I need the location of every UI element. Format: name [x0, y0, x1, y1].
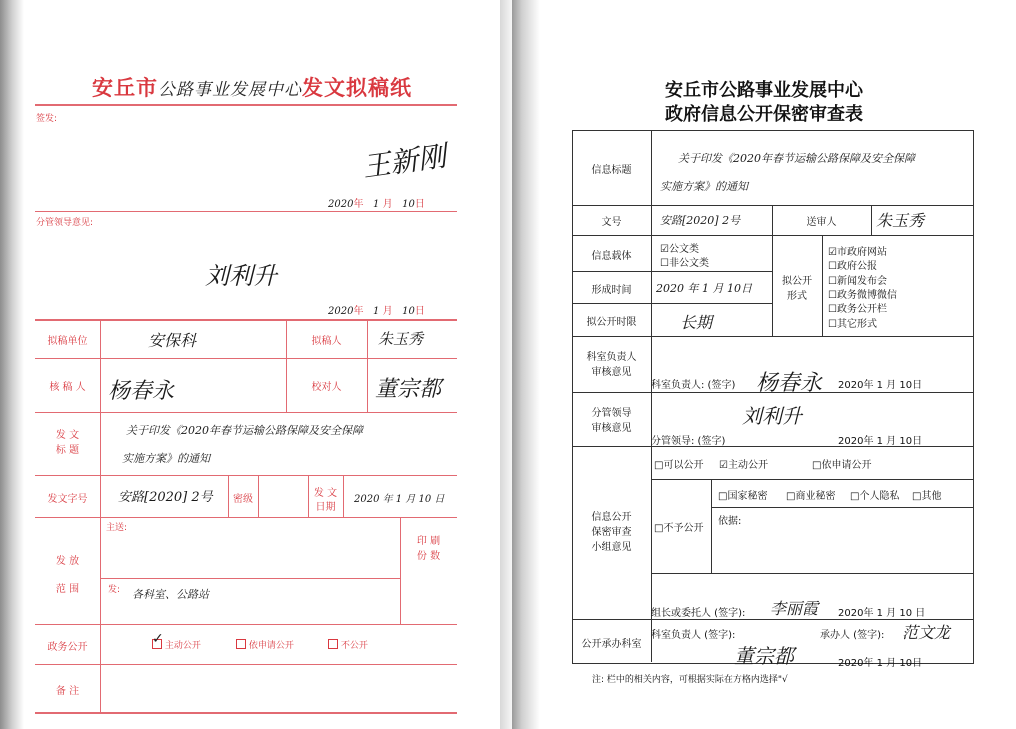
grid-line [35, 412, 457, 413]
formed-time-value: 2020 年 1 月 10日 [656, 282, 752, 295]
submitter-label: 送审人 [806, 217, 837, 228]
table-line [871, 205, 872, 235]
info-title-value-2: 实施方案》的通知 [660, 180, 748, 193]
cc-value: 各科室、公路站 [132, 588, 209, 601]
signoff-date: 2020年 1 月 10日 [328, 199, 425, 210]
gov-open-option-apply[interactable]: 依申请公开 [236, 638, 294, 651]
doc-number-value: 安路[2020] 2号 [118, 490, 213, 505]
info-title-value-1: 关于印发《2020年春节运输公路保障及安全保障 [678, 152, 915, 165]
drafting-unit-label: 拟稿单位 [47, 336, 88, 347]
basis-label: 依据: [718, 516, 742, 527]
right-title-line2: 政府信息公开保密审查表 [665, 104, 863, 125]
grid-line [343, 475, 344, 517]
signoff-signature: 王新刚 [360, 139, 449, 184]
left-document-page [0, 0, 500, 729]
grid-line [367, 319, 368, 412]
reviewer-value: 杨春永 [108, 379, 175, 404]
group-label-1: 信息公开 [591, 512, 632, 523]
remarks-label: 备 注 [55, 686, 80, 697]
checkbox-active[interactable]: ✓ [152, 631, 164, 647]
doc-no-value: 安路[2020] 2号 [660, 214, 741, 227]
gov-open-option-active[interactable]: ✓ 主动公开 [152, 631, 201, 651]
apply-open-option[interactable]: □依申请公开 [812, 460, 872, 471]
dept-head-signature: 杨春永 [756, 371, 823, 396]
grid-line [35, 319, 457, 321]
grid-line [100, 578, 400, 579]
carrier-option-document[interactable]: ☑公文类 [660, 244, 699, 255]
drafter-value: 朱玉秀 [378, 330, 424, 348]
group-label-2: 保密审查 [591, 527, 632, 538]
planned-form-option-website[interactable]: ☑市政府网站 [828, 247, 887, 258]
reason-state-secret[interactable]: □国家秘密 [718, 491, 768, 502]
title-handwritten-org: 公路事业发展中心 [158, 80, 302, 100]
info-title-label: 信息标题 [591, 165, 632, 176]
not-open-option[interactable]: □不予公开 [654, 523, 704, 534]
reason-privacy[interactable]: □个人隐私 [850, 491, 900, 502]
reason-other[interactable]: □其他 [912, 491, 942, 502]
left-form-title [92, 72, 412, 102]
dept-head-date: 2020年 1 月 10日 [838, 380, 923, 391]
can-open-option[interactable]: □可以公开 [654, 460, 704, 471]
leader-review-signature: 刘利升 [742, 404, 802, 428]
print-label-1: 印 刷 [416, 536, 441, 547]
leader-label-2: 审核意见 [591, 423, 632, 434]
planned-form-option-weibo[interactable]: ☐政务微博微信 [828, 290, 897, 301]
leader-date: 2020年 1 月 10日 [328, 306, 425, 317]
main-recipient-label: 主送: [106, 523, 128, 533]
gov-open-label: 政务公开 [47, 642, 88, 653]
page-edge-shadow [0, 0, 24, 729]
proofreader-label: 校对人 [311, 382, 342, 393]
print-label-2: 份 数 [416, 551, 441, 562]
doc-number-label: 发文字号 [47, 494, 88, 505]
grid-line [35, 517, 457, 518]
grid-line [35, 664, 457, 665]
signoff-label: 签发: [36, 114, 58, 124]
proofreader-value: 董宗都 [375, 377, 442, 402]
distribution-label-1: 发 放 [55, 556, 80, 567]
dept-head-sign-label: 科室负责人: (签字) [651, 380, 736, 391]
title-suffix: 发文拟稿纸 [302, 75, 412, 100]
dept-sign-label: 科室负责人 (签字): [651, 630, 736, 641]
table-line [572, 271, 772, 272]
gutter [500, 0, 512, 729]
issue-date-value: 2020 年 1 月 10 日 [354, 494, 445, 505]
grid-line [35, 358, 457, 359]
doc-no-label: 文号 [601, 217, 622, 228]
group-leader-date: 2020年 1 月 10 日 [838, 608, 926, 619]
leader-label-1: 分管领导 [591, 408, 632, 419]
group-label-3: 小组意见 [591, 542, 632, 553]
table-line [711, 479, 712, 573]
table-line [651, 130, 652, 662]
cc-label: 发: [108, 585, 121, 595]
table-line [572, 336, 973, 337]
handler-label: 承办人 (签字): [820, 630, 885, 641]
active-open-option[interactable]: ☑主动公开 [719, 460, 768, 471]
table-line [651, 573, 973, 574]
planned-form-label-1: 拟公开 [782, 276, 812, 287]
planned-form-option-gazette[interactable]: ☐政府公报 [828, 261, 877, 272]
handler-signature: 范文龙 [902, 623, 951, 642]
dept-head-label-1: 科室负责人 [586, 352, 637, 363]
submitter-value: 朱玉秀 [876, 211, 925, 230]
checkbox-apply[interactable] [236, 639, 246, 649]
grid-line [35, 712, 457, 714]
divider [35, 211, 457, 212]
planned-form-label-2: 形式 [787, 291, 807, 302]
table-line [822, 235, 823, 336]
planned-form-option-press[interactable]: ☐新闻发布会 [828, 276, 887, 287]
doc-title-value-2: 实施方案》的通知 [122, 452, 210, 465]
dept-label: 公开承办科室 [581, 639, 642, 650]
right-title-line1: 安丘市公路事业发展中心 [665, 80, 863, 101]
checkbox-none[interactable] [328, 639, 338, 649]
issue-date-label-2: 日期 [315, 502, 336, 513]
dept-head-label-2: 审核意见 [591, 367, 632, 378]
gov-open-option-none[interactable]: 不公开 [328, 638, 368, 651]
leader-review-date: 2020年 1 月 10日 [838, 436, 923, 447]
reviewer-label: 核 稿 人 [49, 382, 86, 393]
group-leader-signature: 李丽霞 [770, 599, 819, 618]
table-line [711, 507, 973, 508]
title-rule [35, 104, 457, 106]
formed-time-label: 形成时间 [591, 285, 632, 296]
drafting-unit-value: 安保科 [148, 331, 197, 350]
distribution-label-2: 范 围 [55, 584, 80, 595]
planned-time-value: 长期 [680, 313, 713, 332]
planned-form-option-other[interactable]: ☐其它形式 [828, 319, 877, 330]
footnote: 注: 栏中的相关内容，可根据实际在方格内选择"√ [592, 675, 788, 685]
group-leader-sign-label: 组长或委托人 (签字): [651, 608, 746, 619]
carrier-label: 信息载体 [591, 251, 632, 262]
reason-commercial-secret[interactable]: □商业秘密 [786, 491, 836, 502]
leader-opinion-label: 分管领导意见: [36, 218, 94, 228]
grid-line [258, 475, 259, 517]
secret-level-label: 密级 [233, 494, 253, 505]
leader-signature: 刘利升 [205, 262, 277, 290]
dept-date: 2020年 1 月 10日 [838, 658, 923, 669]
table-line [572, 303, 772, 304]
dept-signature: 董宗都 [734, 644, 794, 668]
doc-title-label-2: 标 题 [55, 445, 80, 456]
leader-sign-label: 分管领导: (签字) [651, 436, 726, 447]
doc-title-value-1: 关于印发《2020年春节运输公路保障及安全保障 [126, 424, 363, 437]
doc-title-label-1: 发 文 [55, 430, 80, 441]
grid-line [35, 475, 457, 476]
planned-time-label: 拟公开时限 [586, 317, 637, 328]
carrier-option-nondocument[interactable]: ☐非公文类 [660, 258, 709, 269]
title-prefix: 安丘市 [92, 75, 158, 100]
grid-line [100, 319, 101, 712]
issue-date-label-1: 发 文 [313, 488, 338, 499]
planned-form-option-board[interactable]: ☐政务公开栏 [828, 304, 887, 315]
grid-line [35, 624, 457, 625]
table-line [651, 479, 973, 480]
drafter-label: 拟稿人 [311, 336, 342, 347]
